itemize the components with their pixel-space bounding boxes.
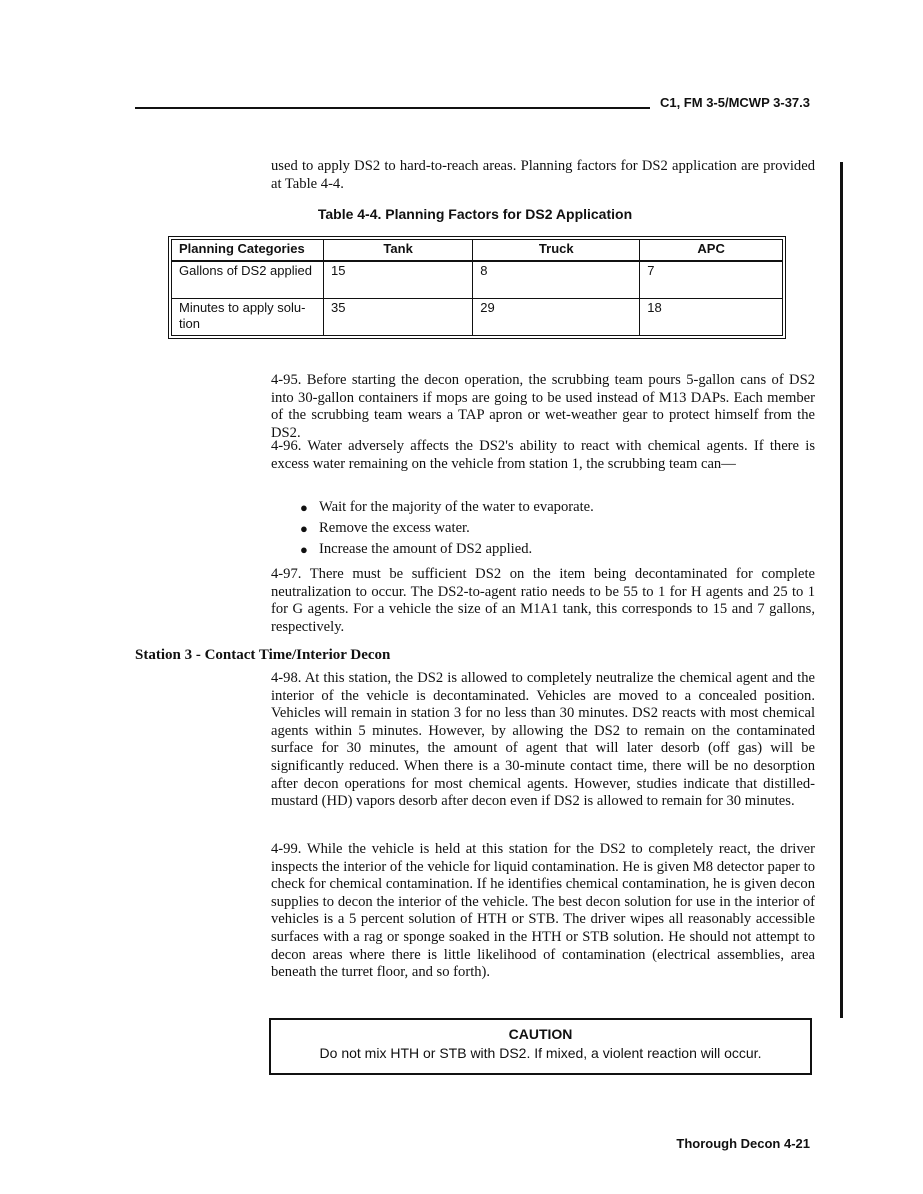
- list-item: [300, 497, 594, 518]
- intro-text: used to apply DS2 to hard-to-reach areas. Planning factors for DS2 application are provided at Table 4-4.: [271, 158, 815, 192]
- table-cell: 8: [473, 261, 640, 299]
- table-cell: Gallons of DS2 applied: [172, 261, 324, 299]
- header-rule: [135, 107, 650, 109]
- table-cell: 29: [473, 299, 640, 336]
- table-header-cell: APC: [640, 240, 783, 262]
- planning-table-frame: [168, 236, 786, 339]
- bullet-icon: ●: [300, 521, 308, 536]
- paragraph-text: 4-99. While the vehicle is held at this station for the DS2 to completely react, the driver inspects the interior of the vehicle for liquid contamination. He is given M8 detector paper to check for chemical contamination. If he identifies chemical contamination, he is given decon supplies to decon the interior of the vehicle. The best decon solution for use in the interior of vehicles is a 5 percent solution of HTH or STB. The driver wipes all reasonably accessible surfaces with a rag or sponge soaked in the HTH or STB solution. He should not attempt to decon areas where there is little likelihood of contamination (electrical assemblies, area beneath the turret floor, and so forth).: [271, 841, 815, 981]
- table-cell: 18: [640, 299, 783, 336]
- paragraph-text: 4-98. At this station, the DS2 is allowed to completely neutralize the chemical agent and the interior of the vehicle is decontaminated. Vehicles are moved to a concealed position. Vehicles will remain in station 3 for no less than 30 minutes. DS2 reacts with most chemical agents within 5 minutes. However, by allowing the DS2 to remain on the contaminated surface for 30 minutes, the amount of agent that will later desorb (off gas) will be significantly reduced. When there is a 30-minute contact time, there will be no desorption after decon operations for most chemical agents. However, studies indicate that distilled-mustard (HD) vapors desorb after decon even if DS2 is allowed to remain for 30 minutes.: [271, 670, 815, 810]
- table-cell: 15: [324, 261, 473, 299]
- table-header-row: [172, 240, 783, 262]
- caution-text: Do not mix HTH or STB with DS2. If mixed, a violent reaction will occur.: [319, 1045, 762, 1061]
- paragraph-4-99: [271, 841, 815, 982]
- bullet-icon: ●: [300, 542, 308, 557]
- list-item-text: Remove the excess water.: [319, 520, 470, 536]
- page-footer: Thorough Decon 4-21: [676, 1136, 810, 1151]
- table-row: [172, 299, 783, 336]
- table-cell: 35: [324, 299, 473, 336]
- table-header-cell: Truck: [473, 240, 640, 262]
- list-item-text: Increase the amount of DS2 applied.: [319, 541, 533, 557]
- caution-title: CAUTION: [508, 1026, 573, 1042]
- header-doc-id: C1, FM 3-5/MCWP 3-37.3: [659, 95, 810, 110]
- section-heading: Station 3 - Contact Time/Interior Decon: [135, 647, 391, 663]
- intro-paragraph: [271, 158, 815, 193]
- table-cell: 7: [640, 261, 783, 299]
- table-header-cell: Tank: [324, 240, 473, 262]
- list-item: [300, 518, 594, 539]
- paragraph-text: 4-95. Before starting the decon operation, the scrubbing team pours 5-gallon cans of DS2 into 30-gallon containers if mops are going to be used instead of M13 DAPs. Each member of the scrubbing team wears a TAP apron or wet-weather gear to protect himself from the DS2.: [271, 372, 815, 441]
- paragraph-text: 4-97. There must be sufficient DS2 on the item being decontaminated for complete neutralization to occur. The DS2-to-agent ratio needs to be 55 to 1 for H agents and 25 to 1 for G agents. For a vehicle the size of an M1A1 tank, this corresponds to 15 and 7 gallons, respectively.: [271, 566, 815, 635]
- table-header-cell: Planning Categories: [172, 240, 324, 262]
- planning-table: [171, 239, 783, 336]
- paragraph-4-95: [271, 372, 815, 442]
- table-caption: Table 4-4. Planning Factors for DS2 Application: [317, 206, 633, 222]
- paragraph-4-97: [271, 566, 815, 636]
- caution-box: [269, 1018, 812, 1075]
- paragraph-text: 4-96. Water adversely affects the DS2's ability to react with chemical agents. If there is excess water remaining on the vehicle from station 1, the scrubbing team can—: [271, 438, 815, 472]
- table-row: [172, 261, 783, 299]
- list-item: [300, 539, 594, 560]
- list-item-text: Wait for the majority of the water to evaporate.: [319, 499, 594, 515]
- table-cell: Minutes to apply solu-tion: [172, 299, 324, 336]
- bullet-icon: ●: [300, 500, 308, 515]
- bullet-list: [300, 497, 594, 560]
- paragraph-4-96: [271, 438, 815, 473]
- paragraph-4-98: [271, 670, 815, 811]
- change-bar: [840, 162, 843, 1018]
